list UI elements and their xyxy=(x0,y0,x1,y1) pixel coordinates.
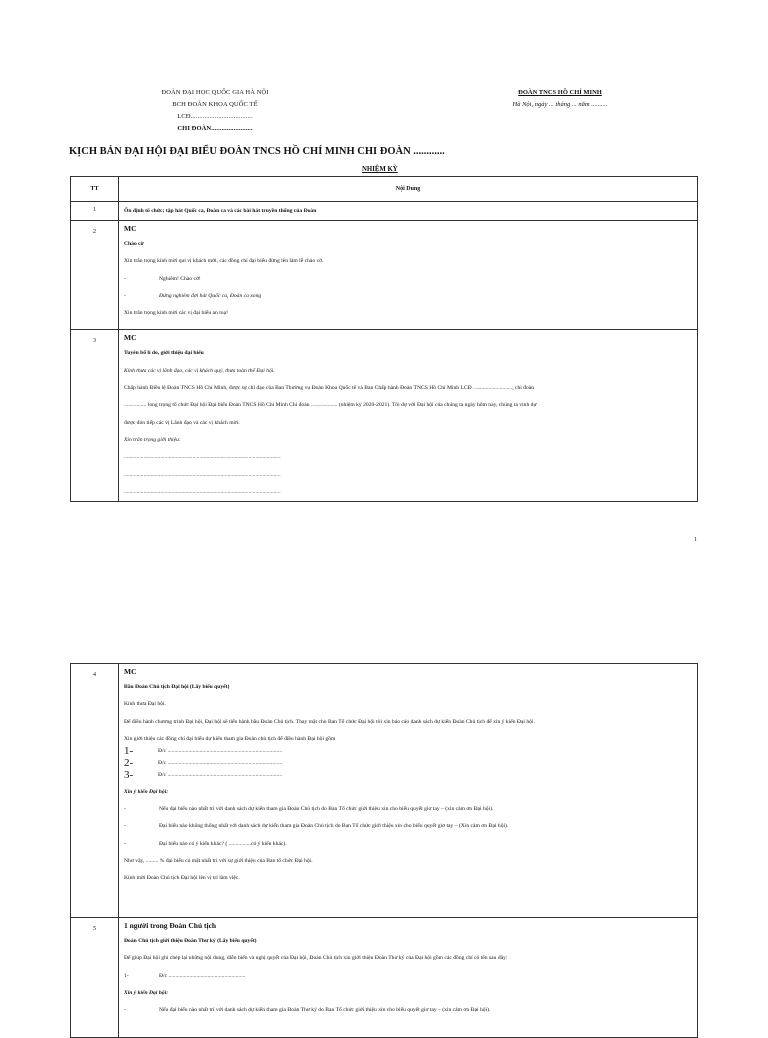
row-number: 1 xyxy=(71,202,119,221)
header-chi-doan: CHI ĐOÀN........................ xyxy=(177,125,253,132)
row-number: 4 xyxy=(71,664,119,918)
header-org: ĐOÀN TNCS HỒ CHÍ MINH xyxy=(518,89,602,96)
header-lcd: LCĐ.................................... xyxy=(177,113,253,120)
table-row xyxy=(71,330,698,502)
table-row xyxy=(71,918,698,1038)
text-line: Để giúp Đại hội ghi chép lại những nội dung, diễn biến và nghị quyết của Đại hội, Đoàn Chủ tịch xin giới thiệu Đoàn Thư ký của Đại hội gồm các đồng chí có tên sau đây: xyxy=(124,955,508,962)
list-item xyxy=(124,747,692,755)
dotted-line: ................................................................................................................ xyxy=(124,454,281,461)
list-item: - Nếu đại biểu nào nhất trí với danh sách dự kiến tham gia Đoàn Chủ tịch do Ban Tổ chức giới thiệu xin cho biểu quyết giơ tay – (xin cảm ơn Đại hội). xyxy=(124,806,494,813)
list-item: - Nghiêm! Chào cờ! xyxy=(124,275,201,282)
text-line: Như vậy, ......... % đại biểu có mặt nhất trí với sự giới thiệu của Ban tổ chức Đại hội. xyxy=(124,858,313,865)
list-item: - Nếu đại biểu nào nhất trí với danh sách dự kiến tham gia Đoàn Thư ký do Ban Tổ chức giới thiệu xin cho biểu quyết giơ tay – (xin cảm ơn Đại hội). xyxy=(124,1007,491,1014)
header-faculty: BCH ĐOÀN KHOA QUỐC TẾ xyxy=(172,101,258,108)
table-header-row xyxy=(71,177,698,202)
text-line: được đón tiếp các vị Lãnh đạo và các vị khách mời. xyxy=(124,419,240,426)
row-number: 5 xyxy=(71,918,119,1038)
text-line: Kính thưa Đại hội. xyxy=(124,701,166,708)
col-header-tt: TT xyxy=(71,177,119,202)
dotted-line: ................................................................................................................ xyxy=(124,488,281,495)
row-content xyxy=(119,918,698,1038)
list-number: 1- xyxy=(124,746,134,755)
text-line: Kính thưa các vị lãnh đạo, các vị khách quý, thưa toàn thể Đại hội. xyxy=(124,367,275,374)
table-row xyxy=(71,202,698,221)
list-item xyxy=(124,759,692,767)
section-heading: Bầu Đoàn Chủ tịch Đại hội (Lấy biểu quyết) xyxy=(124,684,230,690)
text-line: Chấp hành Điều lệ Đoàn TNCS Hồ Chí Minh, được sự chỉ đạo của Ban Thường vụ Đoàn Khoa Quốc tế và Ban Chấp hành Đoàn TNCS Hồ Chí Minh LCĐ ............................, chi đoàn xyxy=(124,385,535,392)
document-subtitle: NHIỆM KỲ xyxy=(362,166,398,173)
text-line: ................ long trọng tổ chức Đại hội Đại biểu Đoàn TNCS Hồ Chí Minh Chi đoàn ................... (nhiệm kỳ 2020-2021). Tôi dự với Đại hội của chúng ta ngày hôm nay, chúng ta vinh dự xyxy=(124,402,537,409)
text-line: Để điều hành chương trình Đại hội, Đại hội sẽ tiến hành bầu Đoàn Chủ tịch. Thay mặt cho Ban Tổ chức Đại hội tôi xin báo cáo danh sách dự kiến Đoàn Chủ tịch để xin ý kiến Đại hội. xyxy=(124,718,535,725)
list-item-text: Đ/c .................................................................................. xyxy=(158,747,283,754)
list-item xyxy=(124,972,692,980)
header-date: Hà Nội, ngày ... tháng ... năm .......... xyxy=(512,101,608,108)
table-row xyxy=(71,221,698,330)
list-item: - Đại biểu nào có ý kiến khác? ( ................có ý kiến khác). xyxy=(124,840,287,847)
list-item-text: Đ/c ....................................................... xyxy=(159,972,246,979)
text-line: Xin trân trọng kính mời các vị đại biểu an toạ! xyxy=(124,310,228,317)
header-right xyxy=(470,87,650,111)
list-item: - Đại biểu nào không thống nhất với danh sách dự kiến tham gia Đoàn Chủ tịch do Ban Tổ chức giới thiệu xin cho biểu quyết giơ tay – (Xin cảm ơn Đại hội). xyxy=(124,823,509,830)
list-item-text: Đ/c .................................................................................. xyxy=(158,771,283,778)
text-line: Xin trân trọng giới thiệu: xyxy=(124,436,181,443)
list-item-text: Nếu đại biểu nào nhất trí với danh sách dự kiến tham gia Đoàn Thư ký do Ban Tổ chức giới thiệu xin cho biểu quyết giơ tay – (xin cảm ơn Đại hội). xyxy=(159,1007,491,1014)
dotted-line: ................................................................................................................ xyxy=(124,471,281,478)
text-line: Xin giới thiệu các đồng chí đại biểu dự kiến tham gia Đoàn chủ tịch để điều hành Đại hội gồm xyxy=(124,735,336,742)
speaker-label: 1 người trong Đoàn Chủ tịch xyxy=(124,922,217,930)
list-number: 2- xyxy=(124,758,134,767)
list-item-text: Đại biểu nào không thống nhất với danh sách dự kiến tham gia Đoàn Chủ tịch do Ban Tổ chức giới thiệu xin cho biểu quyết giơ tay – (Xin cảm ơn Đại hội). xyxy=(159,823,509,830)
col-header-content: Nội Dung xyxy=(119,177,698,202)
text-line: Xin ý kiến Đại hội: xyxy=(124,989,169,996)
section-heading: Chào cờ xyxy=(124,241,144,247)
speaker-label: MC xyxy=(124,668,137,676)
list-item-text: Đại biểu nào có ý kiến khác? ( ................có ý kiến khác). xyxy=(159,840,287,847)
row-number: 2 xyxy=(71,221,119,330)
list-item-text: Nếu đại biểu nào nhất trí với danh sách dự kiến tham gia Đoàn Chủ tịch do Ban Tổ chức giới thiệu xin cho biểu quyết giơ tay – (xin cảm ơn Đại hội). xyxy=(159,806,494,813)
page-number: 1 xyxy=(694,537,697,543)
row-number: 3 xyxy=(71,330,119,502)
list-item xyxy=(124,771,692,779)
list-item-text: Đ/c .................................................................................. xyxy=(158,759,283,766)
list-item-text: Nghiêm! Chào cờ! xyxy=(159,275,201,282)
speaker-label: MC xyxy=(124,334,137,343)
row-content: Ổn định tổ chức; tập hát Quốc ca, Đoàn ca và các bài hát truyền thống của Đoàn xyxy=(119,202,698,221)
row-content xyxy=(119,664,698,918)
list-number: 3- xyxy=(124,770,134,779)
text-line: Xin trân trọng kính mời quí vị khách mời, các đồng chí đại biểu đứng lên làm lễ chào cờ. xyxy=(124,258,324,265)
row-content xyxy=(119,330,698,502)
speaker-label: MC xyxy=(124,225,137,233)
text-line: Xin ý kiến Đại hội: xyxy=(124,788,169,795)
list-number: 1- xyxy=(124,972,129,979)
header-university: ĐOÀN ĐẠI HỌC QUỐC GIA HÀ NỘI xyxy=(161,89,269,96)
section-heading: Đoàn Chủ tịch giới thiệu Đoàn Thư ký (Lấy biểu quyết) xyxy=(124,938,257,944)
header-left xyxy=(130,87,300,135)
table-row xyxy=(71,664,698,918)
script-table-page2 xyxy=(70,663,698,1038)
list-item: - Đứng nghiêm đợi hát Quốc ca, Đoàn ca xong xyxy=(124,292,262,299)
text-line: Kính mời Đoàn Chủ tịch Đại hội lên vị trí làm việc. xyxy=(124,875,240,882)
list-item-text: Đứng nghiêm đợi hát Quốc ca, Đoàn ca xong xyxy=(159,292,262,299)
row-content xyxy=(119,221,698,330)
document-title: KỊCH BẢN ĐẠI HỘI ĐẠI BIỂU ĐOÀN TNCS HỒ CHÍ MINH CHI ĐOÀN ............ xyxy=(69,146,445,157)
section-heading: Tuyên bố lí do, giới thiệu đại biểu xyxy=(124,350,204,357)
script-table-page1 xyxy=(70,176,698,502)
